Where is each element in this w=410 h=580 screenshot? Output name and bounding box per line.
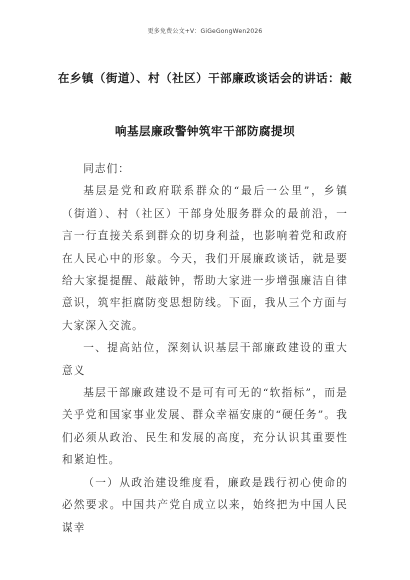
paragraph-political: （一）从政治建设维度看，廉政是践行初心使命的必然要求。中国共产党自成立以来，始终把为中国人民谋幸 — [62, 476, 348, 534]
paragraph-significance: 基层干部廉政建设不是可有可无的“软指标”，而是关乎党和国家事业发展、群众幸福安康的“硬任务”。我们必须从政治、民生和发展的高度，充分认识其重要性和紧迫性。 — [62, 387, 348, 467]
paragraph-intro: 基层是党和政府联系群众的“最后一公里”，乡镇（街道）、村（社区）干部身处服务群众的最前沿，一言一行直接关系到群众的切身利益，也影响着党和政府在人民心中的形象。今天，我们开展廉政谈话，就是要给大家提提醒、敲敲钟，帮助大家进一步增强廉洁自律意识，筑牢拒腐防变思想防线。下面，我从三个方面与大家深入交流。 — [62, 185, 348, 332]
section-heading-1: 一、提高站位，深刻认识基层干部廉政建设的重大意义 — [62, 342, 348, 377]
document-body — [62, 158, 348, 539]
greeting: 同志们： — [83, 163, 130, 175]
title-line-1: 在乡镇（街道）、村（社区）干部廉政谈话会的讲话：敲 — [57, 71, 353, 85]
header-note: 更多免费公文+V：GiGeGongWen2026 — [147, 28, 263, 35]
title-line-2: 响基层廉政警钟筑牢干部防腐提坝 — [115, 124, 295, 138]
